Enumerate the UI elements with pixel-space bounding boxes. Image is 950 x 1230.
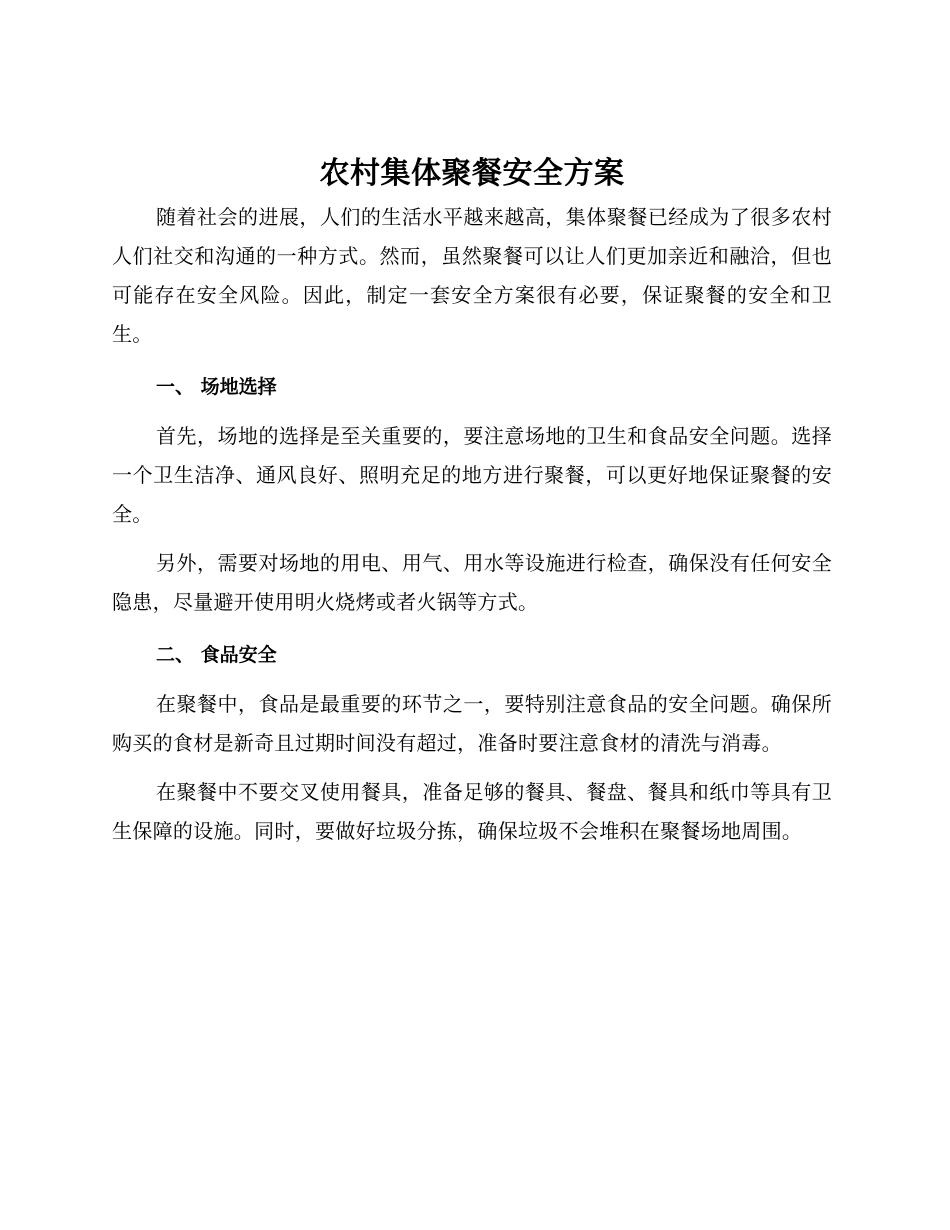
intro-paragraph: 随着社会的进展，人们的生活水平越来越高，集体聚餐已经成为了很多农村人们社交和沟通的一种方式。然而，虽然聚餐可以让人们更加亲近和融洽，但也可能存在安全风险。因此，制定一套安全方案很有必要，保证聚餐的安全和卫生。 xyxy=(112,205,832,346)
food-safety-paragraph-2: 在聚餐中不要交叉使用餐具，准备足够的餐具、餐盘、餐具和纸巾等具有卫生保障的设施。同时，要做好垃圾分拣，确保垃圾不会堆积在聚餐场地周围。 xyxy=(112,780,832,843)
spacer xyxy=(112,354,832,368)
food-safety-paragraph-1: 在聚餐中，食品是最重要的环节之一，要特别注意食品的安全问题。确保所购买的食材是新奇且过期时间没有超过，准备时要注意食材的清洗与消毒。 xyxy=(112,692,832,755)
spacer xyxy=(112,675,832,685)
document-title: 农村集体聚餐安全方案 xyxy=(319,156,625,191)
spacer xyxy=(112,407,832,417)
section-heading-food-safety: 二、 食品安全 xyxy=(156,644,277,666)
spacer xyxy=(112,534,832,544)
document-page xyxy=(112,150,832,851)
section-heading-venue: 一、 场地选择 xyxy=(156,376,277,398)
venue-paragraph-2: 另外，需要对场地的用电、用气、用水等设施进行检查，确保没有任何安全隐患，尽量避开使用明火烧烤或者火锅等方式。 xyxy=(112,551,832,614)
venue-paragraph-1: 首先，场地的选择是至关重要的，要注意场地的卫生和食品安全问题。选择一个卫生洁净、通风良好、照明充足的地方进行聚餐，可以更好地保证聚餐的安全。 xyxy=(112,424,832,526)
spacer xyxy=(112,622,832,636)
spacer xyxy=(112,763,832,773)
